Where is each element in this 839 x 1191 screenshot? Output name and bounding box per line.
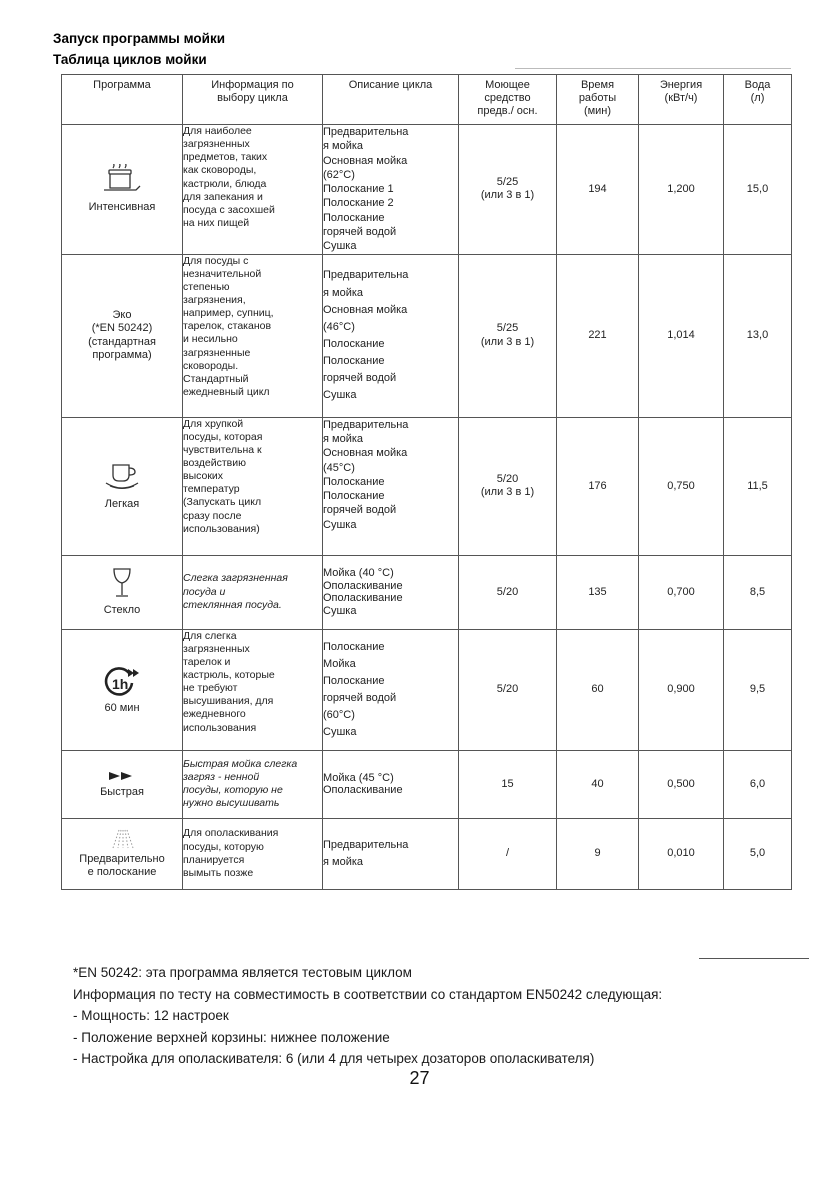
svg-text:1h: 1h <box>112 675 129 692</box>
header-description: Описание цикла <box>323 75 459 125</box>
header-time: Время работы (мин) <box>557 75 639 125</box>
time-cell: 40 <box>557 750 639 818</box>
description-cell: Мойка (40 °C) Ополаскивание Ополаскивание Сушка <box>323 555 459 629</box>
time-cell: 176 <box>557 417 639 555</box>
program-name: Стекло <box>103 604 141 617</box>
table-row <box>62 254 792 417</box>
table-row <box>62 629 792 750</box>
detergent-cell: 15 <box>459 750 557 818</box>
info-cell: Для ополаскивания посуды, которую планируется вымыть позже <box>183 818 323 889</box>
info-cell: Слегка загрязненная посуда и стеклянная посуда. <box>183 555 323 629</box>
program-cell <box>62 555 183 629</box>
info-cell: Быстрая мойка слегка загряз - ненной посуды, которую не нужно высушивать <box>183 750 323 818</box>
program-cell <box>62 629 183 750</box>
table-header-row <box>62 75 792 125</box>
program-cell <box>62 125 183 255</box>
info-cell: Для хрупкой посуды, которая чувствительна к воздействию высоких температур (Запускать цикл сразу после использования) <box>183 417 323 555</box>
time-cell: 60 <box>557 629 639 750</box>
program-cell <box>62 818 183 889</box>
water-cell: 13,0 <box>724 254 792 417</box>
detergent-cell: 5/25 (или 3 в 1) <box>459 125 557 255</box>
water-cell: 5,0 <box>724 818 792 889</box>
footnote-rule <box>699 958 809 959</box>
program-name: Быстрая <box>100 786 144 799</box>
header-rule <box>515 68 791 69</box>
program-cell <box>62 417 183 555</box>
description-cell: Полоскание Мойка Полоскание горячей водой (60°C) Сушка <box>323 629 459 750</box>
energy-cell: 1,200 <box>639 125 724 255</box>
one-hour-icon <box>102 665 142 699</box>
table-row <box>62 125 792 255</box>
section-title-launch: Запуск программы мойки <box>53 31 225 46</box>
footnote-line: Информация по тесту на совместимость в соответствии со стандартом EN50242 следующая: <box>73 986 663 1002</box>
water-cell: 9,5 <box>724 629 792 750</box>
program-cell <box>62 750 183 818</box>
program-name: Интенсивная <box>88 201 156 214</box>
wash-cycle-table <box>61 74 792 890</box>
detergent-cell: 5/20 <box>459 555 557 629</box>
energy-cell: 0,700 <box>639 555 724 629</box>
program-name: Предварительно е полоскание <box>79 852 165 879</box>
water-cell: 6,0 <box>724 750 792 818</box>
detergent-cell: 5/20 <box>459 629 557 750</box>
time-cell: 9 <box>557 818 639 889</box>
footnote-line: - Положение верхней корзины: нижнее положение <box>73 1029 390 1045</box>
header-detergent: Моющее средство предв./ осн. <box>459 75 557 125</box>
footnote-line: - Настройка для ополаскивателя: 6 (или 4 для четырех дозаторов ополаскивателя) <box>73 1051 595 1066</box>
footnote-line: - Мощность: 12 настроек <box>73 1008 229 1023</box>
fast-forward-icon <box>107 769 137 783</box>
water-cell: 11,5 <box>724 417 792 555</box>
header-program: Программа <box>62 75 183 125</box>
detergent-cell: 5/20 (или 3 в 1) <box>459 417 557 555</box>
table-row <box>62 750 792 818</box>
header-energy: Энергия (кВт/ч) <box>639 75 724 125</box>
page-number: 27 <box>409 1068 430 1088</box>
time-cell: 135 <box>557 555 639 629</box>
description-cell: Предварительна я мойка <box>323 818 459 889</box>
program-name: 60 мин <box>104 701 140 714</box>
wine-glass-icon <box>107 567 137 601</box>
energy-cell: 0,750 <box>639 417 724 555</box>
detergent-cell: 5/25 (или 3 в 1) <box>459 254 557 417</box>
energy-cell: 0,010 <box>639 818 724 889</box>
footnote <box>73 962 662 1070</box>
table-row <box>62 818 792 889</box>
detergent-cell: / <box>459 818 557 889</box>
section-title-table: Таблица циклов мойки <box>53 52 207 67</box>
description-cell: Предварительна я мойка Основная мойка (45°C) Полоскание Полоскание горячей водой Сушка <box>323 417 459 555</box>
program-name: Легкая <box>104 498 140 511</box>
program-cell <box>62 254 183 417</box>
info-cell: Для слегка загрязненных тарелок и кастрюль, которые не требуют высушивания, для ежедневного использования <box>183 629 323 750</box>
footnote-line: *EN 50242: эта программа является тестовым циклом <box>73 965 412 980</box>
description-cell: Мойка (45 °C) Ополаскивание <box>323 750 459 818</box>
program-name: Эко (*EN 50242) (стандартная программа) <box>88 309 156 361</box>
info-cell: Для наиболее загрязненных предметов, таких как сковороды, кастрюли, блюда для запекания и посуда с засохшей на них пищей <box>183 125 323 255</box>
energy-cell: 0,900 <box>639 629 724 750</box>
pot-icon <box>100 164 144 198</box>
spray-icon <box>107 828 137 850</box>
header-water: Вода (л) <box>724 75 792 125</box>
time-cell: 194 <box>557 125 639 255</box>
time-cell: 221 <box>557 254 639 417</box>
water-cell: 8,5 <box>724 555 792 629</box>
description-cell: Предварительна я мойка Основная мойка (46°C) Полоскание Полоскание горячей водой Сушка <box>323 254 459 417</box>
energy-cell: 1,014 <box>639 254 724 417</box>
table-row <box>62 417 792 555</box>
cup-icon <box>102 461 142 495</box>
info-cell: Для посуды с незначительной степенью загрязнения, например, супниц, тарелок, стаканов и несильно загрязненные сковороды. Стандартный ежедневный цикл <box>183 254 323 417</box>
header-info: Информация по выбору цикла <box>183 75 323 125</box>
water-cell: 15,0 <box>724 125 792 255</box>
energy-cell: 0,500 <box>639 750 724 818</box>
description-cell: Предварительна я мойка Основная мойка (62°C) Полоскание 1 Полоскание 2 Полоскание горячей водой Сушка <box>323 125 459 255</box>
table-row <box>62 555 792 629</box>
